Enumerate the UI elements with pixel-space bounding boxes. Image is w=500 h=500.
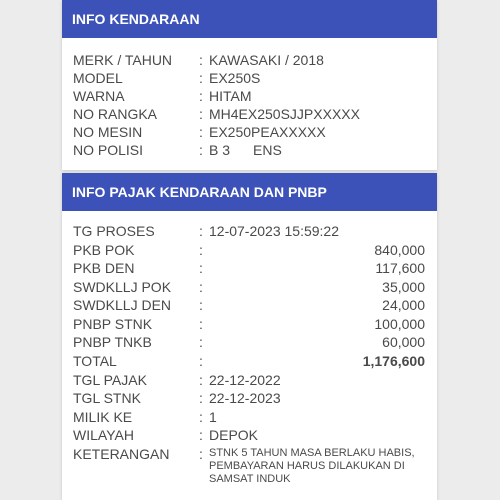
keterangan-line-3: SAMSAT INDUK — [209, 473, 291, 485]
row-value: KAWASAKI / 2018 — [209, 52, 324, 68]
row-separator: : — [199, 142, 203, 158]
keterangan-line-1: STNK 5 TAHUN MASA BERLAKU HABIS, — [209, 447, 415, 459]
row-separator: : — [199, 334, 203, 350]
tax-row-swdkllj-pok — [73, 278, 425, 296]
row-separator: : — [199, 88, 203, 104]
tax-info-card — [62, 173, 437, 500]
total-amount: 1,176,600 — [362, 353, 425, 369]
row-value: EX250S — [209, 70, 261, 86]
row-value: B 3 — [209, 142, 231, 158]
row-label: MODEL — [73, 70, 123, 86]
vehicle-row-merk-tahun — [73, 51, 425, 69]
row-value: 22-12-2023 — [209, 390, 281, 406]
row-separator: : — [199, 409, 203, 425]
row-label: WILAYAH — [73, 427, 134, 443]
row-label: SWDKLLJ DEN — [73, 297, 172, 313]
row-label: TGL PAJAK — [73, 372, 147, 388]
row-value-suffix: ENS — [253, 142, 282, 158]
row-value: 22-12-2022 — [209, 372, 281, 388]
row-label: SWDKLLJ POK — [73, 279, 172, 295]
tax-row-keterangan — [73, 445, 425, 490]
row-label: MILIK KE — [73, 409, 133, 425]
row-value: MH4EX250SJJPXXXXX — [209, 106, 360, 122]
row-label: KETERANGAN — [73, 446, 170, 462]
row-value: 1 — [209, 409, 217, 425]
row-value: 12-07-2023 15:59:22 — [209, 223, 339, 239]
row-separator: : — [199, 316, 203, 332]
row-amount: 24,000 — [382, 297, 425, 313]
row-separator: : — [199, 372, 203, 388]
tax-row-total — [73, 352, 425, 370]
row-label: TOTAL — [73, 353, 117, 369]
vehicle-row-no-rangka — [73, 105, 425, 123]
row-separator: : — [199, 70, 203, 86]
row-separator: : — [199, 297, 203, 313]
row-separator: : — [199, 223, 203, 239]
row-separator: : — [199, 124, 203, 140]
tax-row-pnbp-tnkb — [73, 333, 425, 351]
vehicle-row-warna — [73, 87, 425, 105]
row-value: DEPOK — [209, 427, 259, 443]
row-label: PKB DEN — [73, 260, 135, 276]
row-label: TG PROSES — [73, 223, 155, 239]
tax-row-wilayah — [73, 426, 425, 444]
tax-row-tgl-stnk — [73, 389, 425, 407]
row-separator: : — [199, 446, 203, 462]
row-amount: 35,000 — [382, 279, 425, 295]
row-label: PNBP STNK — [73, 316, 153, 332]
row-label: NO RANGKA — [73, 106, 158, 122]
row-separator: : — [199, 106, 203, 122]
row-separator: : — [199, 353, 203, 369]
row-value: EX250PEAXXXXX — [209, 124, 326, 140]
row-label: NO POLISI — [73, 142, 144, 158]
keterangan-line-2: PEMBAYARAN HARUS DILAKUKAN DI — [209, 460, 405, 472]
row-separator: : — [199, 52, 203, 68]
row-label: PKB POK — [73, 242, 135, 258]
vehicle-info-card — [62, 0, 437, 170]
row-separator: : — [199, 427, 203, 443]
row-label: PNBP TNKB — [73, 334, 152, 350]
tax-info-header: INFO PAJAK KENDARAAN DAN PNBP — [62, 173, 437, 211]
tax-row-tgl-pajak — [73, 371, 425, 389]
vehicle-row-no-mesin — [73, 123, 425, 141]
row-amount: 117,600 — [375, 260, 425, 276]
vehicle-row-no-polisi — [73, 141, 425, 159]
row-separator: : — [199, 390, 203, 406]
row-amount: 100,000 — [374, 316, 425, 332]
row-label: NO MESIN — [73, 124, 143, 140]
row-label: WARNA — [73, 88, 125, 104]
row-amount: 840,000 — [374, 242, 425, 258]
tax-row-swdkllj-den — [73, 296, 425, 314]
tax-row-tg-proses — [73, 222, 425, 240]
row-value: HITAM — [209, 88, 252, 104]
row-separator: : — [199, 260, 203, 276]
tax-row-pkb-pok — [73, 241, 425, 259]
keterangan-text — [209, 447, 415, 486]
row-separator: : — [199, 242, 203, 258]
tax-row-pnbp-stnk — [73, 315, 425, 333]
vehicle-row-model — [73, 69, 425, 87]
tax-row-milik-ke — [73, 408, 425, 426]
tax-row-pkb-den — [73, 259, 425, 277]
row-label: TGL STNK — [73, 390, 141, 406]
vehicle-info-header: INFO KENDARAAN — [62, 0, 437, 38]
row-label: MERK / TAHUN — [73, 52, 173, 68]
row-separator: : — [199, 279, 203, 295]
row-amount: 60,000 — [382, 334, 425, 350]
